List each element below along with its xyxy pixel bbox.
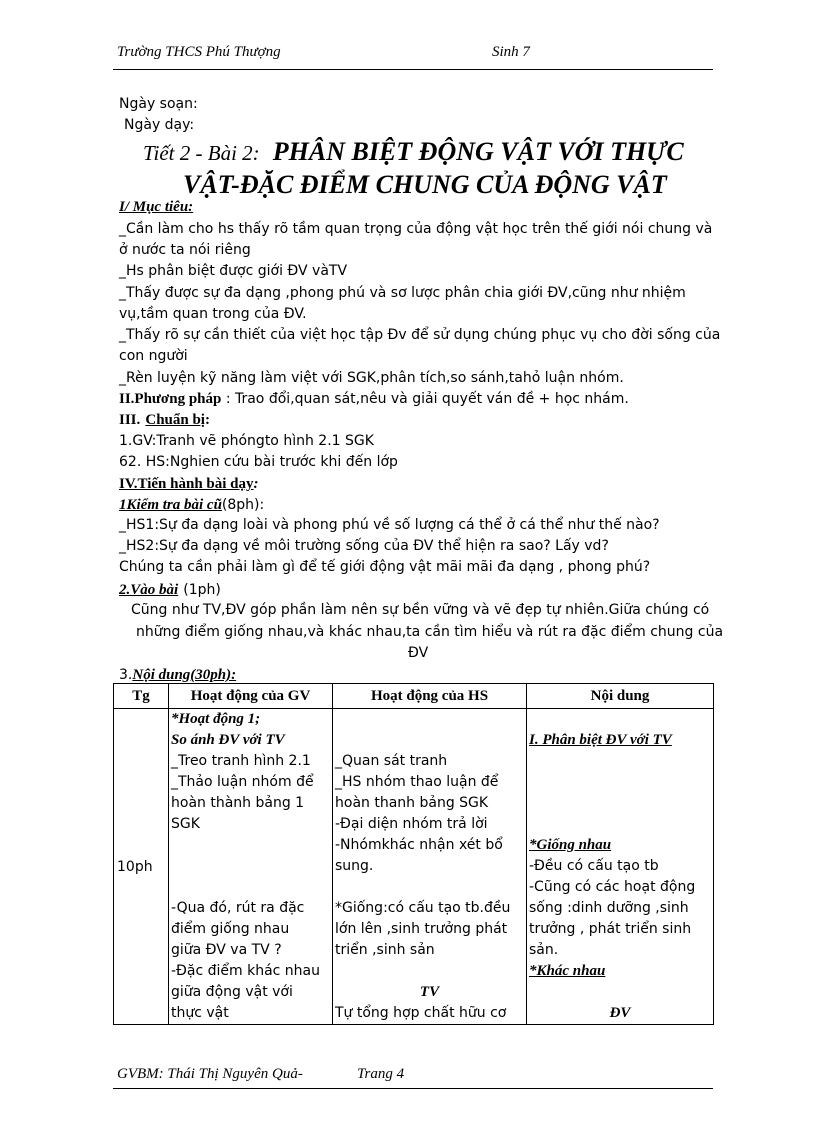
method-line [119,389,629,410]
objectives-heading: I/ Mục tiêu: [119,199,194,215]
nd-spacer [529,751,711,835]
objective-line: con người [119,348,188,364]
gv-line: -Qua đó, rút ra đặc [171,900,305,916]
content-num: 3. [119,667,133,683]
col-header-time: Tg [114,684,169,709]
content-heading: Nội dung(30ph): [132,667,237,683]
gv-line: hoàn thành bảng 1 [171,795,305,811]
hs-spacer [335,709,524,751]
check-heading: 1Kiểm tra bài cũ [119,497,222,513]
hs-spacer [335,961,524,982]
hs-line: _Quan sát tranh [335,753,448,769]
objective-line: ở nước ta nói riêng [119,242,251,258]
intro-line: những điểm giống nhau,và khác nhau,ta cần tìm hiểu và rút ra đặc điểm chung của [136,624,724,640]
objective-line: _Thấy rõ sự cần thiết của việt học tập Đv để sử dụng chúng phục vụ cho đời sống của [119,327,721,343]
col-header-hs: Hoạt động của HS [333,684,527,709]
footer-teacher: GVBM: Thái Thị Nguyên Quả- [117,1066,303,1082]
check-question: Chúng ta cần phải làm gì để tế giới động vật mãi mãi đa dạng , phong phú? [119,559,651,575]
nd-line: sản. [529,942,559,958]
objective-line: vụ,tầm quan trong của ĐV. [119,306,307,322]
hs-line: -Nhómkhác nhận xét bổ [335,837,503,853]
nd-spacer [529,709,711,730]
lesson-table [113,683,714,1025]
procedure-heading-colon: : [253,476,259,492]
teach-date: Ngày dạy: [124,117,195,133]
hs-line: *Giống:có cấu tạo tb.đều [335,900,511,916]
lesson-title-text: PHÂN BIỆT ĐỘNG VẬT VỚI THỰC [272,137,684,166]
gv-line: thực vật [171,1005,229,1021]
objective-line: _Cần làm cho hs thấy rõ tầm quan trọng của động vật học trên thế giới nói chung và [119,221,713,237]
procedure-heading [119,473,259,493]
prep-heading [119,409,210,429]
col-header-gv: Hoạt động của GV [169,684,333,709]
intro-line: Cũng như TV,ĐV góp phần làm nên sự bền vững và vẽ đẹp tự nhiên.Giữa chúng có [131,602,710,618]
gv-activity-sub: So ánh ĐV với TV [171,732,285,748]
nd-diff-heading: *Khác nhau [529,963,606,979]
cell-gv [169,709,333,1025]
prep-heading-word: Chuẩn bị [145,412,205,428]
hs-line: Tự tổng hợp chất hữu cơ [335,1005,507,1021]
lesson-number: Tiết 2 - Bài 2: [143,141,260,165]
cell-content [527,709,714,1025]
hs-line: lớn lên ,sinh trưởng phát [335,921,508,937]
cell-hs [333,709,527,1025]
gv-line: giữa ĐV va TV ? [171,942,282,958]
lesson-title-line1 [143,137,684,167]
gv-activity-title: *Hoạt động 1; [171,711,261,727]
nd-line: sống :dinh dưỡng ,sinh [529,900,689,916]
nd-line: -Đều có cấu tạo tb [529,858,659,874]
objective-line: _Thấy được sự đa dạng ,phong phú và sơ lược phân chia giới ĐV,cũng như nhiệm [119,285,686,301]
intro-time: (1ph) [183,582,221,598]
objective-line: _Hs phân biệt được giới ĐV vàTV [119,263,348,279]
col-header-content: Nội dung [527,684,714,709]
time-value: 10ph [117,859,153,875]
check-heading-line [119,494,264,516]
header-school: Trường THCS Phú Thượng [117,44,281,60]
prep-line: 1.GV:Tranh vẽ phóngto hình 2.1 SGK [119,433,374,449]
nd-heading: I. Phân biệt ĐV với TV [529,732,672,748]
gv-line: _Treo tranh hình 2.1 [171,753,311,769]
nd-line: trưởng , phát triển sinh [529,921,692,937]
intro-heading-line [119,579,221,601]
gv-line: giữa động vật với [171,984,293,1000]
table-row [114,709,714,1025]
intro-heading: 2.Vào bài [119,582,179,598]
intro-line: ĐV [408,645,429,661]
footer-rule [113,1088,713,1089]
gv-line: -Đặc điểm khác nhau [171,963,321,979]
prep-date: Ngày soạn: [119,96,198,112]
gv-line: SGK [171,816,200,832]
hs-line: triển ,sinh sản [335,942,435,958]
prep-line: 62. HS:Nghien cứu bài trước khi đến lớp [119,454,398,470]
footer-page: Trang 4 [357,1066,405,1082]
prep-heading-colon: : [204,412,210,428]
nd-spacer [529,982,711,1003]
prep-heading-num: III. [119,412,141,428]
nd-same-heading: *Giống nhau [529,837,612,853]
nd-dv-label: ĐV [609,1005,631,1021]
check-time: (8ph): [221,497,265,513]
header-subject: Sinh 7 [492,44,530,60]
gv-spacer [171,835,330,898]
hs-spacer [335,877,524,898]
hs-line: _HS nhóm thao luận để [335,774,499,790]
hs-tv-label: TV [419,984,440,1000]
objective-line: _Rèn luyện kỹ năng làm việt với SGK,phân tích,so sánh,tahỏ luận nhóm. [119,370,624,386]
check-question: _HS2:Sự đa dạng về môi trường sống của ĐV thể hiện ra sao? Lấy vd? [119,538,609,554]
hs-line: hoàn thanh bảng SGK [335,795,489,811]
hs-line: sung. [335,858,374,874]
header-rule [113,69,713,70]
gv-line: _Thảo luận nhóm để [171,774,314,790]
procedure-heading-text: IV.Tiến hành bài dạy [119,476,254,492]
method-heading: II.Phương pháp [119,391,222,407]
gv-line: điểm giống nhau [171,921,290,937]
nd-line: -Cũng có các hoạt động [529,879,696,895]
cell-time [114,709,169,1025]
lesson-title-line2: VẬT-ĐẶC ĐIỂM CHUNG CỦA ĐỘNG VẬT [183,170,667,199]
hs-line: -Đại diện nhóm trả lời [335,816,488,832]
method-text: : Trao đổi,quan sát,nêu và giải quyết ván đề + học nhám. [225,391,629,407]
check-question: _HS1:Sự đa dạng loài và phong phú về số lượng cá thể ở cá thể như thế nào? [119,517,660,533]
table-header-row [114,684,714,709]
